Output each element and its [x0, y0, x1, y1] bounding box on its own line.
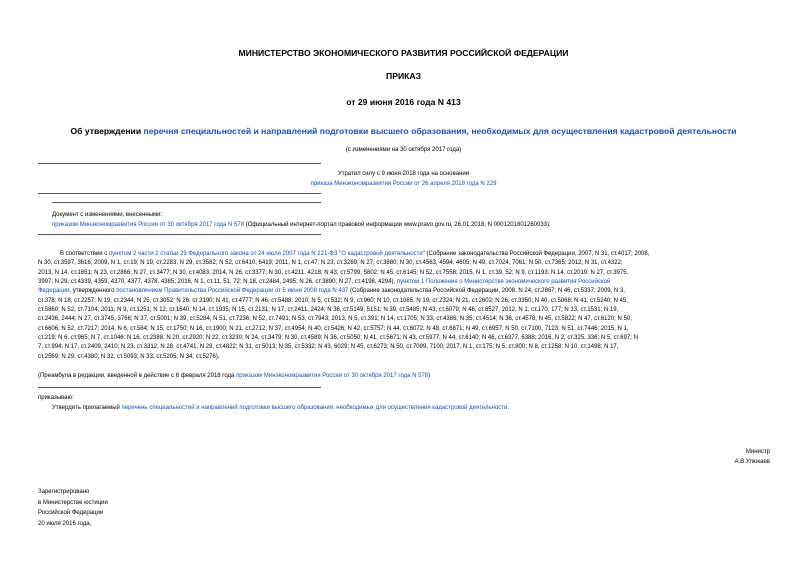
doc-type-heading: ПРИКАЗ	[386, 71, 421, 81]
doc-title-prefix: Об утверждении	[70, 126, 144, 136]
preamble-line: N 30, ст.3597, 3616; 2009, N 1, ст.19; N 19, ст.2283; N 29, ст.3582; N 52, ст.6410, 6419; 2011, N 1, ст.47; N 23, ст.3269; N 27, ст.3880; N 30, ст.4563, 4594, 4605; N 49, ст.7024, 7061; N 50, ст.7365; 2012, N 31, ст.4322;	[38, 260, 623, 267]
preamble-text: (Собрание законодательства Российской Федерации, 2008, N 24, ст.2867; N 46, ст.5337; 2009, N 3,	[348, 288, 625, 295]
preamble-line: ст.219; N 6, ст.965; N 7, ст.1046; N 16, ст.2388; N 20, ст.2920; N 22, ст.3230; N 24, ст.3479; N 30, ст.4589; N 36, ст.5050; N 41, ст.5671; N 43, ст.5977; N 44, ст.6140; N 46, ст.6377, 6388; 2016, N 2, ст.325, 336; N 5, ст.697; N	[38, 335, 638, 342]
lapsed-text: Утратил силу с 9 июня 2018 года на основании	[337, 171, 470, 177]
divider	[38, 387, 321, 388]
doc-title	[0, 126, 807, 136]
edition-suffix: )	[428, 373, 431, 379]
order-text	[38, 404, 785, 414]
order-label: приказываю:	[38, 395, 74, 401]
preamble-line: 7, ст.994; N 17, ст.2409, 2410; N 23, ст.3312; N 28, ст.4741, N 29, ст.4822; N 31, ст.5013; N 35, ст.5332; N 43, 6029; N 45, ст.6273; N 50, ст.7099, 7100; 2017, N 1, ст.175; N 5, ст.800; N 8, ст.1258; N 10, ст.1498; N 17,	[38, 344, 619, 351]
regulation-link[interactable]: пунктом 1 Положения о Министерстве экономического развития Российской	[396, 279, 611, 286]
order-text-prefix: Утвердить прилагаемый	[52, 405, 122, 411]
law-link[interactable]: пунктом 2 части 2 статьи 29 Федерального закона от 24 июля 2007 года N 221-ФЗ "О кадастровой деятельности"	[108, 251, 425, 257]
signature-role: Министр	[745, 449, 770, 455]
preamble-edition-note	[38, 372, 771, 382]
signature-name: А.В.Улюкаев	[734, 459, 770, 465]
government-decree-link[interactable]: постановлением Правительства Российской Федерации от 5 июня 2008 года N 437	[116, 288, 349, 295]
divider	[38, 163, 321, 164]
preamble-line: ст.378; N 18, ст.2257; N 19, ст.2344; N 25, ст.3052; N 26, ст.3190; N 41, ст.4777; N 46, ст.5488; 2010, N 5, ст.532; N 9, ст.960; N 10, ст.1085; N 19, ст.2324; N 21, ст.2602; N 26, ст.3350; N 40, ст.5068; N 41, ст.5240; N 45,	[38, 297, 628, 304]
preamble-line: 2013, N 14, ст.1651; N 23, ст.2866; N 27, ст.3477; N 30, ст.4083; 2014, N 26, ст.3377; N 30, ст.4211, 4218; N 43, ст.5799, 5802; N 45, ст.6145; N 52, ст.7558; 2015, N 1, ст.39, 52; N 9, ст.1193; N 14, ст.2019; N 27, ст.3975,	[38, 269, 629, 276]
order-list-link[interactable]: перечень специальностей и направлений подготовки высшего образования, необходимых для осуществления кадастровой деятельности	[121, 405, 508, 411]
doc-title-link[interactable]: перечня специальностей и направлений подготовки высшего образования, необходимых для осуществления кадастровой деятельности	[143, 126, 737, 136]
preamble-text: (Собрание законодательства Российской Федерации, 2007, N 31, ст.4017; 2008,	[424, 251, 650, 257]
preamble-text: 3997; N 29, ст.4339, 4359, 4370, 4377, 4378, 4385; 2016, N 1, ст.11, 51, 72; N 18, ст.2484, 2495; N 26, ст.3890; N 27, ст.4198, 4294),	[38, 279, 397, 286]
registration-block	[38, 487, 108, 529]
preamble-line	[38, 278, 771, 287]
preamble	[38, 250, 771, 362]
ministry-heading: МИНИСТЕРСТВО ЭКОНОМИЧЕСКОГО РАЗВИТИЯ РОССИЙСКОЙ ФЕДЕРАЦИИ	[238, 48, 569, 58]
divider	[38, 193, 321, 194]
amending-doc-block	[52, 211, 772, 230]
amending-doc-link[interactable]: приказом Минэкономразвития России от 30 октября 2017 года N 578	[52, 221, 245, 228]
lapsed-link[interactable]: приказа Минэкономразвития России от 26 апреля 2018 года N 229	[310, 180, 497, 187]
preamble-text: , утвержденного	[69, 288, 117, 295]
registration-line: Зарегистрировано	[38, 489, 90, 495]
preamble-line: ст.5860; N 52, ст.7104; 2011, N 9, ст.1251; N 12, ст.1640; N 14, ст.1935; N 15, ст.2131; N 17, ст.2411, 2424; N 36, ст.5149, 5151; N 39, ст.5485; N 43, ст.6079; N 46, ст.6527; 2012, N 1, ст.170, 177; N 13, ст.1531; N 19,	[38, 307, 619, 314]
amending-doc-line	[52, 221, 772, 231]
registration-line: Российской Федерации	[38, 510, 104, 516]
amendment-note: (с изменениями на 30 октября 2017 года)	[345, 147, 462, 153]
divider	[38, 234, 321, 235]
signature-block	[735, 447, 770, 467]
preamble-line	[38, 287, 771, 296]
regulation-link-cont[interactable]: Федерации	[38, 288, 70, 295]
preamble-line: ст.6606; N 52, ст.7217; 2014, N 6, ст.584; N 15, ст.1750; N 16, ст.1900; N 21, ст.2712; N 37, ст.4954; N 40, ст.5426; N 42, ст.5757; N 44, ст.6072; N 48, ст.6871; N 49, ст.6957; N 50, ст.7100, 7123; N 51, ст.7446; 2015, N 1,	[38, 325, 629, 332]
preamble-line: ст.2436, 2444; N 27, ст.3745, 3766; N 37, ст.5001; N 39, ст.5284; N 51, ст.7236; N 52, ст.7491; N 53, ст.7943; 2013, N 5, ст.391; N 14, ст.1705; N 33, ст.4386; N 35, ст.4514; N 36, ст.4578; N 45, ст.5822; N 47, ст.6120; N 50,	[38, 316, 632, 323]
edition-prefix: (Преамбула в редакции, введенной в действие с 6 февраля 2018 года	[38, 373, 237, 379]
order-text-suffix: .	[507, 405, 510, 411]
edition-link[interactable]: приказом Минэкономразвития России от 30 октября 2017 года N 578	[236, 373, 429, 379]
doc-date-number: от 29 июня 2016 года N 413	[346, 97, 461, 107]
lapsed-notice	[0, 170, 807, 189]
registration-line: 20 июля 2016 года,	[38, 520, 92, 527]
registration-line: в Министерстве юстиции	[38, 499, 108, 506]
amending-doc-label: Документ с изменениями, внесенными:	[52, 212, 163, 218]
preamble-line: ст.2569; N 29, ст.4380; N 32, ст.5093; N 33, ст.5205; N 34, ст.5276),	[38, 353, 220, 360]
amending-doc-source: (Официальный интернет-портал правовой информации www.pravo.gov.ru, 26.01.2018, N 0001201801260033).	[244, 221, 551, 228]
preamble-lead: В соответствии с	[60, 251, 109, 257]
preamble-line	[38, 250, 771, 259]
divider	[52, 202, 321, 203]
